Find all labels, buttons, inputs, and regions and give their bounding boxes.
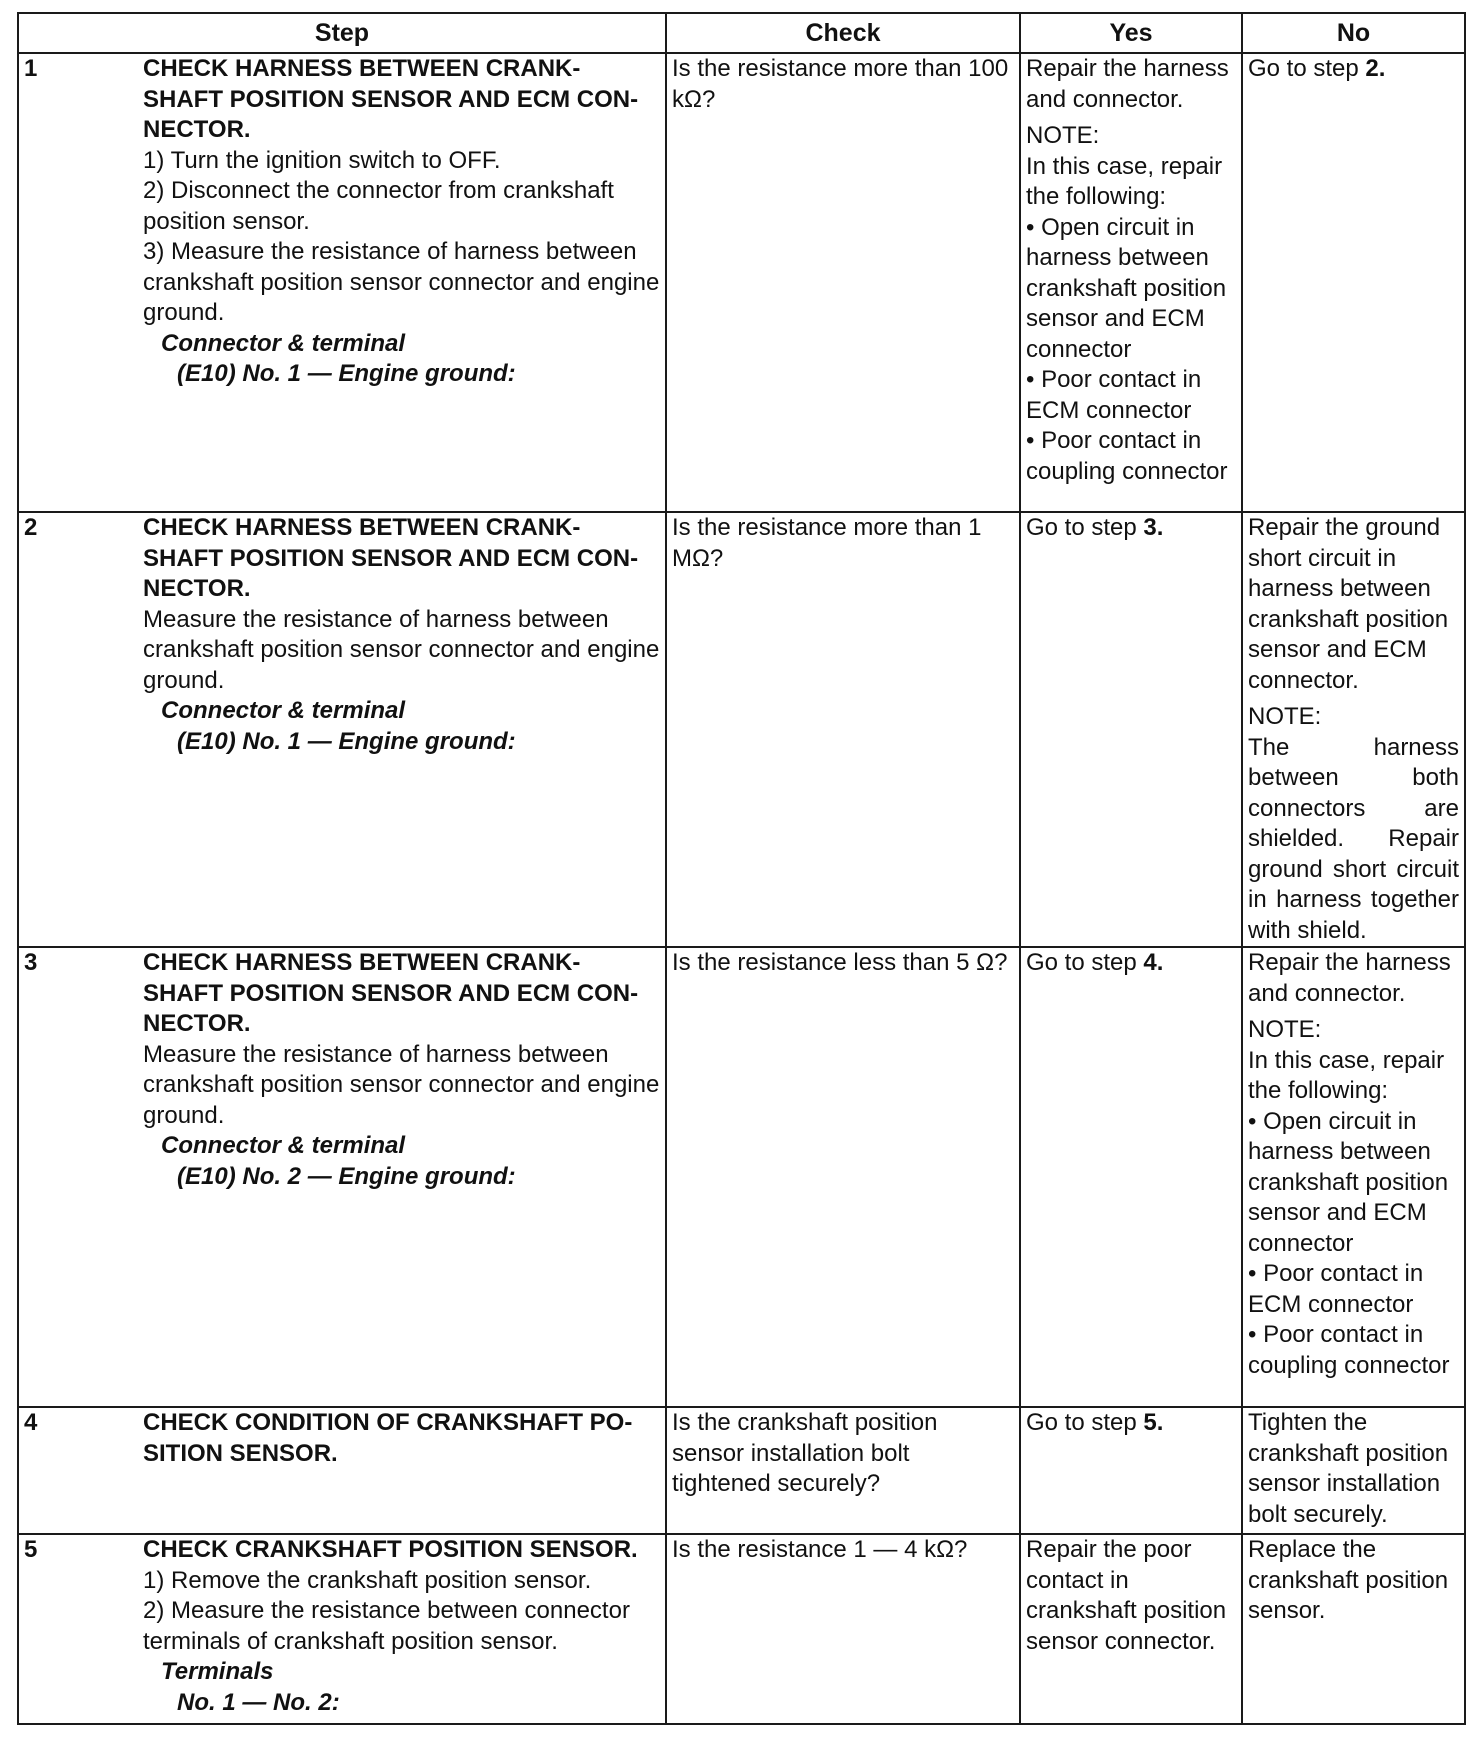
table-row (18, 1534, 1465, 1724)
no-cell (1242, 512, 1465, 947)
yes-cell (1020, 512, 1242, 947)
goto-text: Go to step (1026, 949, 1144, 976)
step-instruction: 3) Measure the resistance of harness between crankshaft position sensor connector and engine ground. (143, 238, 660, 326)
bullet-item: • Poor contact in coupling connector (1026, 427, 1228, 485)
bullet-item: • Poor contact in ECM connector (1248, 1260, 1424, 1318)
note-label: NOTE: (1248, 703, 1322, 730)
step-number: 5 (24, 1536, 38, 1563)
condition-heading: Connector & terminal (161, 1132, 406, 1159)
goto-step-ref: 4. (1143, 949, 1164, 976)
step-number: 3 (24, 949, 38, 976)
note-text: In this case, repair the following: (1026, 152, 1223, 210)
yes-action: Repair the poor contact in crankshaft position sensor connector. (1026, 1536, 1227, 1655)
check-question: Is the resistance 1 — 4 kΩ? (672, 1536, 968, 1563)
goto-step-ref: 2. (1365, 55, 1386, 82)
note-text: In this case, repair the following: (1248, 1046, 1445, 1104)
no-cell (1242, 947, 1465, 1407)
no-action: Repair the harness and connector. (1248, 949, 1451, 1007)
goto-step-ref: 3. (1143, 514, 1164, 541)
step-title: CHECK CRANKSHAFT POSITION SENSOR. (143, 1536, 638, 1563)
step-instruction: Measure the resistance of harness between crankshaft position sensor connector and engine ground. (143, 605, 660, 694)
goto-text: Go to step (1026, 1409, 1144, 1436)
bullet-item: • Poor contact in ECM connector (1026, 366, 1202, 424)
step-instruction: 2) Disconnect the connector from crankshaft position sensor. (143, 177, 614, 235)
check-cell (666, 1407, 1020, 1534)
yes-cell (1020, 53, 1242, 512)
check-cell (666, 512, 1020, 947)
goto-text: Go to step (1248, 55, 1366, 82)
step-title: CHECK CONDITION OF CRANKSHAFT PO-SITION SENSOR. (143, 1409, 633, 1467)
header-no: No (1242, 13, 1465, 53)
step-instruction: 2) Measure the resistance between connector terminals of crankshaft position sensor. (143, 1597, 630, 1655)
bullet-item: • Poor contact in coupling connector (1248, 1321, 1450, 1379)
check-question: Is the crankshaft position sensor installation bolt tightened securely? (672, 1409, 938, 1497)
step-number: 2 (24, 514, 38, 541)
note-label: NOTE: (1026, 122, 1100, 149)
condition-heading: Connector & terminal (161, 697, 406, 724)
condition-detail: (E10) No. 1 — Engine ground: (177, 360, 516, 387)
no-cell (1242, 1407, 1465, 1534)
no-action: Replace the crankshaft position sensor. (1248, 1536, 1449, 1624)
step-cell (18, 947, 666, 1407)
note-label: NOTE: (1248, 1016, 1322, 1043)
step-instruction: Measure the resistance of harness between crankshaft position sensor connector and engine ground. (143, 1040, 660, 1129)
step-number: 4 (24, 1409, 38, 1436)
header-row (18, 13, 1465, 53)
condition-detail: (E10) No. 2 — Engine ground: (177, 1162, 516, 1190)
header-check: Check (666, 13, 1020, 53)
table-row (18, 53, 1465, 512)
yes-cell (1020, 1534, 1242, 1724)
bullet-item: • Open circuit in harness between crankshaft position sensor and ECM connector (1026, 213, 1227, 363)
check-cell (666, 53, 1020, 512)
check-question: Is the resistance less than 5 Ω? (672, 949, 1008, 976)
table-row (18, 512, 1465, 947)
step-cell (18, 1534, 666, 1724)
diagnostic-table (17, 12, 1466, 1725)
step-instruction: 1) Remove the crankshaft position sensor. (143, 1566, 592, 1594)
check-cell (666, 1534, 1020, 1724)
check-question: Is the resistance more than 100 kΩ? (672, 55, 1009, 113)
condition-heading: Terminals (161, 1658, 274, 1685)
step-cell (18, 53, 666, 512)
note-text: The harness between both connectors are shielded. Repair ground short circuit in harness together with shield. (1248, 733, 1459, 944)
condition-detail: (E10) No. 1 — Engine ground: (177, 727, 516, 755)
condition-detail: No. 1 — No. 2: (177, 1688, 340, 1716)
table-row (18, 947, 1465, 1407)
header-yes: Yes (1020, 13, 1242, 53)
step-instruction: 1) Turn the ignition switch to OFF. (143, 146, 501, 174)
table-row (18, 1407, 1465, 1534)
step-title: CHECK HARNESS BETWEEN CRANK-SHAFT POSITION SENSOR AND ECM CON-NECTOR. (143, 949, 639, 1037)
step-cell (18, 512, 666, 947)
yes-cell (1020, 1407, 1242, 1534)
goto-text: Go to step (1026, 514, 1144, 541)
no-action: Repair the ground short circuit in harness between crankshaft position sensor and ECM connector. (1248, 514, 1449, 694)
goto-step-ref: 5. (1143, 1409, 1164, 1436)
step-title: CHECK HARNESS BETWEEN CRANK-SHAFT POSITION SENSOR AND ECM CON-NECTOR. (143, 55, 639, 143)
bullet-item: • Open circuit in harness between crankshaft position sensor and ECM connector (1248, 1107, 1449, 1257)
step-number: 1 (24, 55, 38, 82)
header-step: Step (18, 13, 666, 53)
no-cell (1242, 53, 1465, 512)
condition-heading: Connector & terminal (161, 329, 406, 357)
check-question: Is the resistance more than 1 MΩ? (672, 514, 982, 572)
no-action: Tighten the crankshaft position sensor installation bolt securely. (1248, 1409, 1449, 1528)
check-cell (666, 947, 1020, 1407)
diagnostic-procedure-sheet (17, 12, 1466, 1725)
step-cell (18, 1407, 666, 1534)
yes-action: Repair the harness and connector. (1026, 55, 1229, 113)
no-cell (1242, 1534, 1465, 1724)
yes-cell (1020, 947, 1242, 1407)
step-title: CHECK HARNESS BETWEEN CRANK-SHAFT POSITION SENSOR AND ECM CON-NECTOR. (143, 514, 639, 602)
